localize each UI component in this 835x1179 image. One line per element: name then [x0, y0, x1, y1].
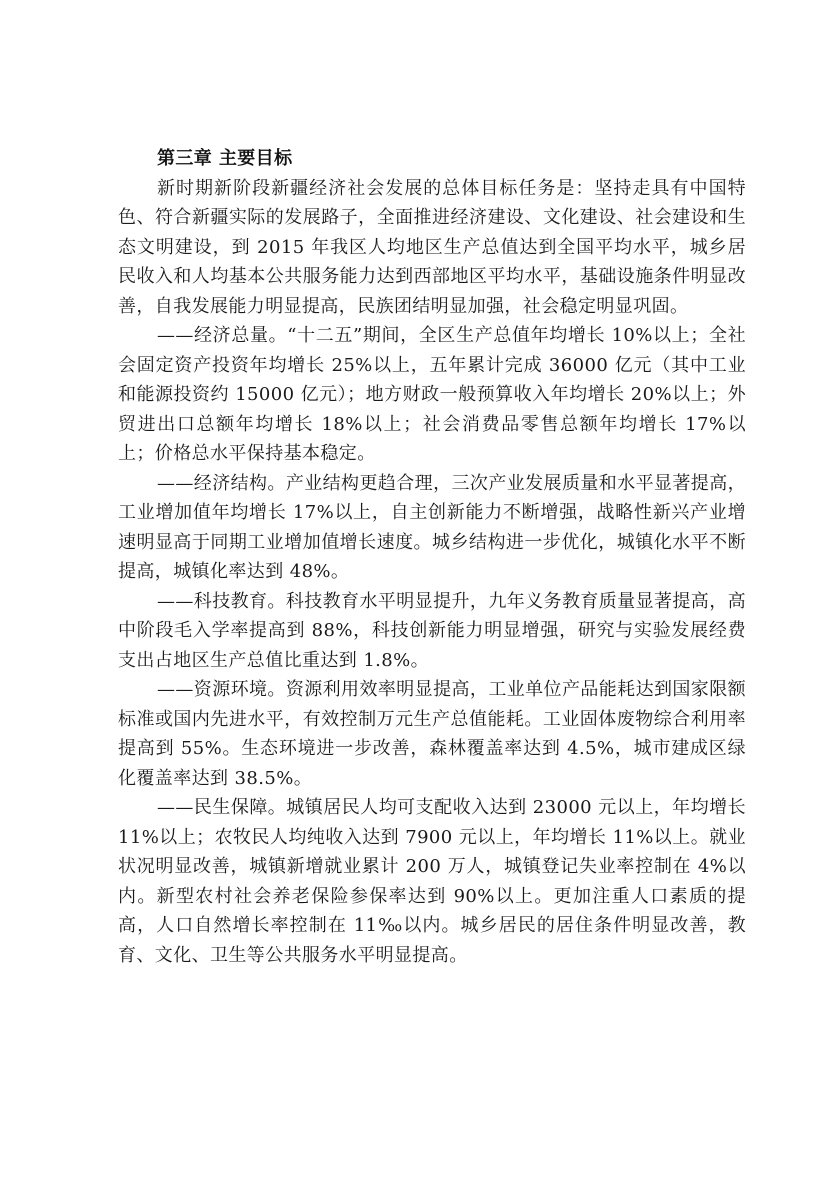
paragraph-resources-environment: ——资源环境。资源利用效率明显提高，工业单位产品能耗达到国家限额标准或国内先进水平，有效控制万元生产总值能耗。工业固体废物综合利用率提高到 55%。生态环境进一步改善，森林覆盖率达到 4.5%，城市建成区绿化覆盖率达到 38.5%。 [118, 679, 746, 789]
chapter-title: 第三章 主要目标 [157, 148, 293, 169]
paragraph-economic-structure: ——经济结构。产业结构更趋合理，三次产业发展质量和水平显著提高，工业增加值年均增长 17%以上，自主创新能力不断增强，战略性新兴产业增速明显高于同期工业增加值增长速度。城乡结构进一步优化，城镇化水平不断提高，城镇化率达到 48%。 [118, 472, 746, 582]
paragraph-overall-goal: 新时期新阶段新疆经济社会发展的总体目标任务是：坚持走具有中国特色、符合新疆实际的发展路子，全面推进经济建设、文化建设、社会建设和生态文明建设，到 2015 年我区人均地区生产总值达到全国平均水平，城乡居民收入和人均基本公共服务能力达到西部地区平均水平，基础设施条件明显改善，自我发展能力明显提高，民族团结明显加强，社会稳定明显巩固。 [118, 177, 746, 317]
paragraph-science-education: ——科技教育。科技教育水平明显提升，九年义务教育质量显著提高，高中阶段毛入学率提高到 88%，科技创新能力明显增强，研究与实验发展经费支出占地区生产总值比重达到 1.8%。 [118, 590, 746, 671]
page-content [118, 144, 746, 970]
paragraph-economic-volume: ——经济总量。“十二五”期间，全区生产总值年均增长 10%以上；全社会固定资产投资年均增长 25%以上，五年累计完成 36000 亿元（其中工业和能源投资约 15000 亿元）；地方财政一般预算收入年均增长 20%以上；外贸进出口总额年均增长 18%以上；社会消费品零售总额年均增长 17%以上；价格总水平保持基本稳定。 [118, 325, 746, 464]
paragraph-livelihood-security: ——民生保障。城镇居民人均可支配收入达到 23000 元以上，年均增长11%以上；农牧民人均纯收入达到 7900 元以上，年均增长 11%以上。就业状况明显改善，城镇新增就业累计 200 万人，城镇登记失业率控制在 4%以内。新型农村社会养老保险参保率达到 90%以上。更加注重人口素质的提高，人口自然增长率控制在 11‰以内。城乡居民的居住条件明显改善，教育、文化、卫生等公共服务水平明显提高。 [118, 797, 746, 966]
